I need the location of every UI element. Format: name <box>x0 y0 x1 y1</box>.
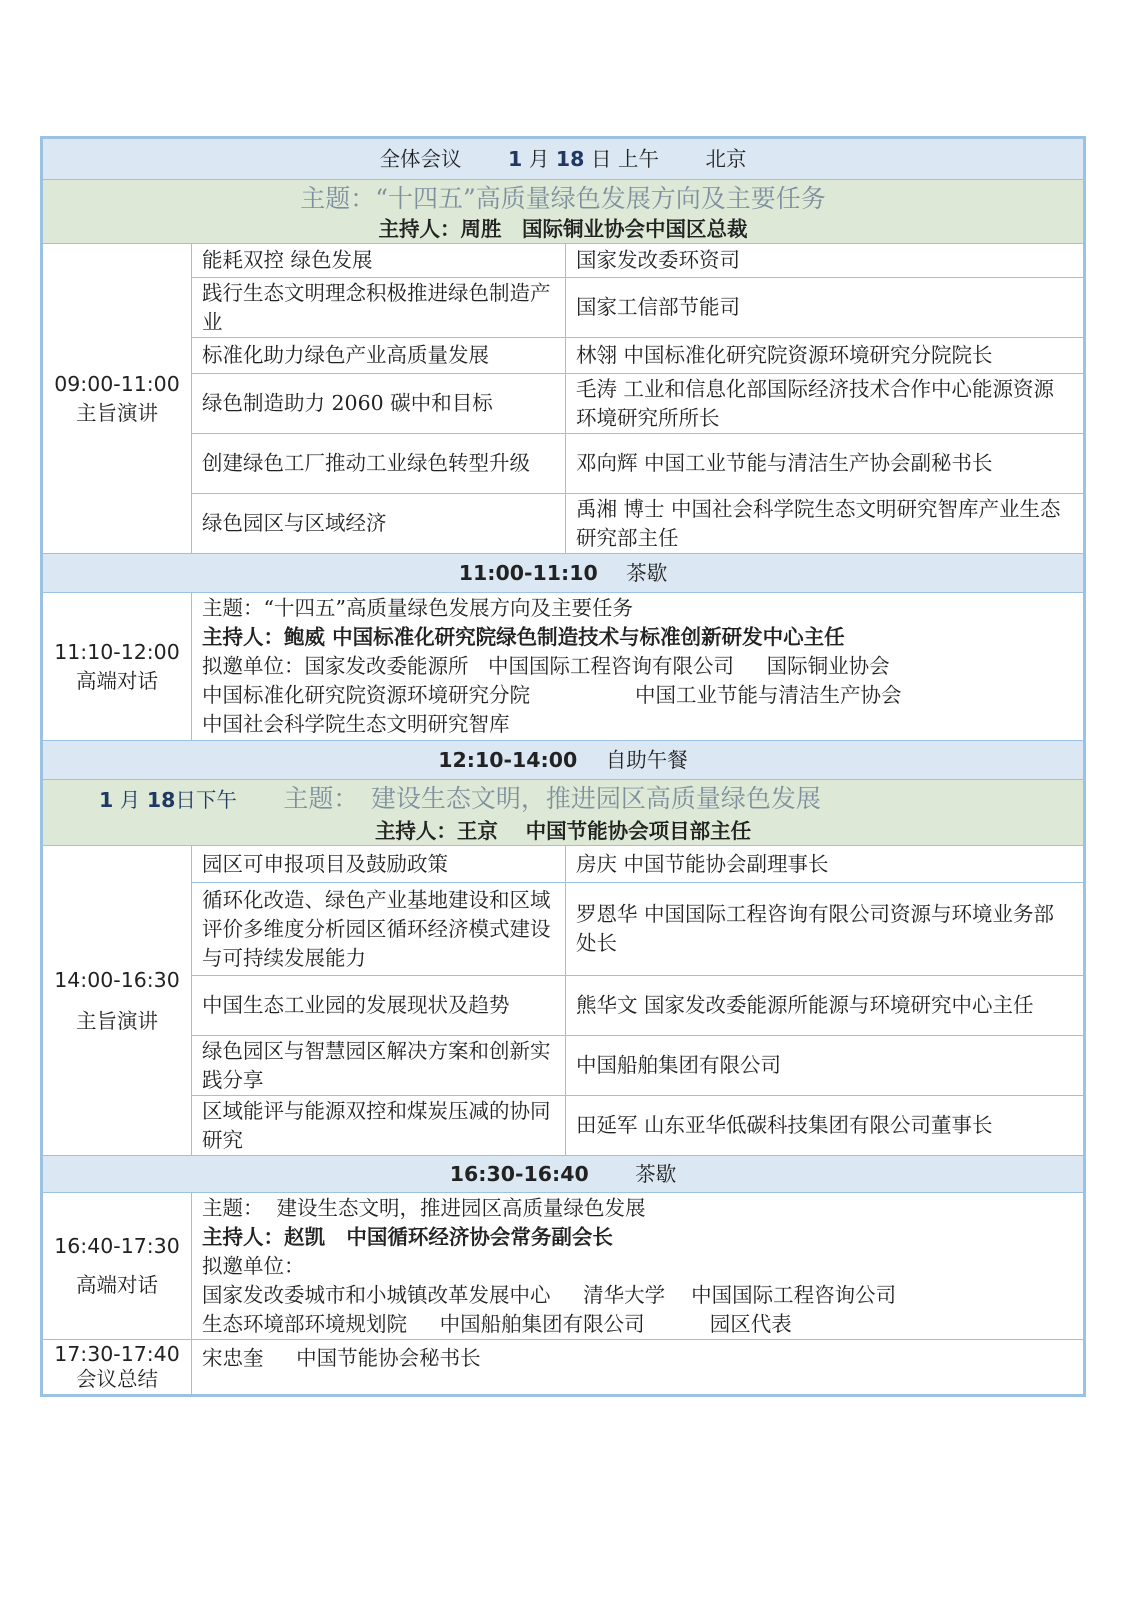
afternoon-dialogue-time: 16:40-17:30 <box>54 1234 180 1258</box>
afternoon-talk-row <box>42 976 1085 1036</box>
afternoon-talk-row <box>42 1036 1085 1096</box>
lunch-row <box>42 741 1085 780</box>
afternoon-dialogue-row <box>42 1193 1085 1340</box>
morning-talk-row <box>42 244 1085 278</box>
afternoon-tea-label: 茶歇 <box>635 1161 677 1186</box>
morning-tea-time: 11:00-11:10 <box>458 560 598 585</box>
morning-dialogue-time: 11:10-12:00 <box>54 639 180 664</box>
morning-dialogue-orgs-1: 拟邀单位：国家发改委能源所 中国国际工程咨询有限公司 国际铜业协会 <box>202 654 890 678</box>
afternoon-date-day-num: 18 <box>146 788 176 812</box>
afternoon-talk-row <box>42 1096 1085 1156</box>
morning-tea-row <box>42 554 1085 593</box>
talk-topic: 园区可申报项目及鼓励政策 <box>192 846 566 883</box>
afternoon-talk-row <box>42 883 1085 976</box>
talk-topic: 绿色园区与智慧园区解决方案和创新实践分享 <box>192 1036 566 1096</box>
talk-topic: 创建绿色工厂推动工业绿色转型升级 <box>192 434 566 494</box>
talk-topic: 循环化改造、绿色产业基地建设和区域评价多维度分析园区循环经济模式建设与可持续发展能力 <box>192 883 566 976</box>
talk-speaker: 田延军 山东亚华低碳科技集团有限公司董事长 <box>566 1096 1085 1156</box>
plenary-month: 月 <box>528 146 550 171</box>
morning-dialogue-theme: 主题：“十四五”高质量绿色发展方向及主要任务 <box>202 596 633 620</box>
summary-label: 会议总结 <box>76 1367 158 1391</box>
morning-dialogue-body <box>192 593 1085 741</box>
talk-speaker: 中国船舶集团有限公司 <box>566 1036 1085 1096</box>
morning-dialogue-orgs-2: 中国标准化研究院资源环境研究分院 <box>202 683 530 707</box>
afternoon-host: 主持人：王京 中国节能协会项目部主任 <box>374 819 752 843</box>
summary-speaker: 宋忠奎 中国节能协会秘书长 <box>192 1340 1085 1396</box>
talk-speaker: 邓向辉 中国工业节能与清洁生产协会副秘书长 <box>566 434 1085 494</box>
talk-topic: 区域能评与能源双控和煤炭压减的协同研究 <box>192 1096 566 1156</box>
morning-talk-row <box>42 338 1085 374</box>
talk-speaker: 国家工信部节能司 <box>566 278 1085 338</box>
afternoon-tea-time: 16:30-16:40 <box>449 1161 589 1186</box>
afternoon-dialogue-orgs-2: 生态环境部环境规划院 中国船舶集团有限公司 园区代表 <box>202 1311 792 1336</box>
afternoon-dialogue-orgs-intro: 拟邀单位： <box>202 1253 305 1278</box>
morning-talk-row <box>42 434 1085 494</box>
talk-topic: 绿色制造助力 2060 碳中和目标 <box>192 374 566 434</box>
morning-dialogue-label: 高端对话 <box>76 668 158 693</box>
talk-topic: 标准化助力绿色产业高质量发展 <box>192 338 566 374</box>
afternoon-dialogue-orgs-1: 国家发改委城市和小城镇改革发展中心 清华大学 中国国际工程咨询公司 <box>202 1282 897 1307</box>
afternoon-theme-row <box>42 780 1085 846</box>
morning-talk-row <box>42 278 1085 338</box>
summary-row <box>42 1340 1085 1396</box>
talk-speaker: 熊华文 国家发改委能源所能源与环境研究中心主任 <box>566 976 1085 1036</box>
plenary-period: 上午 <box>617 146 659 171</box>
morning-theme: 主题：“十四五”高质量绿色发展方向及主要任务 <box>300 183 826 213</box>
morning-dialogue-orgs-2b: 中国工业节能与清洁生产协会 <box>635 683 902 707</box>
summary-time-cell <box>42 1340 192 1396</box>
afternoon-date-suffix: 日下午 <box>175 788 237 812</box>
morning-dialogue-time-cell <box>42 593 192 741</box>
morning-talk-row <box>42 494 1085 554</box>
afternoon-dialogue-time-cell <box>42 1193 192 1340</box>
plenary-day: 18 <box>555 146 585 171</box>
talk-topic: 能耗双控 绿色发展 <box>192 244 566 278</box>
talk-speaker: 国家发改委环资司 <box>566 244 1085 278</box>
afternoon-dialogue-label: 高端对话 <box>76 1273 158 1297</box>
talk-speaker: 罗恩华 中国国际工程咨询有限公司资源与环境业务部处长 <box>566 883 1085 976</box>
afternoon-keynote-time-cell <box>42 846 192 1156</box>
lunch-time: 12:10-14:00 <box>438 747 578 772</box>
morning-dialogue-host: 主持人：鲍威 中国标准化研究院绿色制造技术与标准创新研发中心主任 <box>202 625 845 649</box>
afternoon-tea-row <box>42 1156 1085 1193</box>
afternoon-theme: 主题： 建设生态文明，推进园区高质量绿色发展 <box>283 784 821 813</box>
morning-dialogue-row <box>42 593 1085 741</box>
afternoon-theme-line <box>53 781 1073 818</box>
talk-speaker: 林翎 中国标准化研究院资源环境研究分院院长 <box>566 338 1085 374</box>
morning-theme-row <box>42 180 1085 244</box>
talk-topic: 绿色园区与区域经济 <box>192 494 566 554</box>
agenda-table <box>40 136 1086 1397</box>
plenary-header-row <box>42 138 1085 180</box>
morning-keynote-time-cell <box>42 244 192 554</box>
morning-dialogue-orgs-2-line <box>202 681 1073 710</box>
plenary-header <box>42 138 1085 180</box>
morning-dialogue-orgs-3: 中国社会科学院生态文明研究智库 <box>202 712 510 736</box>
lunch-label: 自助午餐 <box>605 747 688 772</box>
afternoon-date-month: 月 <box>119 788 141 812</box>
talk-topic: 中国生态工业园的发展现状及趋势 <box>192 976 566 1036</box>
plenary-city: 北京 <box>705 146 747 171</box>
afternoon-dialogue-host: 主持人：赵凯 中国循环经济协会常务副会长 <box>202 1224 613 1249</box>
talk-topic: 践行生态文明理念积极推进绿色制造产业 <box>192 278 566 338</box>
afternoon-date-month-num: 1 <box>99 788 114 812</box>
talk-speaker: 禹湘 博士 中国社会科学院生态文明研究智库产业生态研究部主任 <box>566 494 1085 554</box>
afternoon-keynote-time: 14:00-16:30 <box>54 967 180 992</box>
afternoon-dialogue-body <box>192 1193 1085 1340</box>
afternoon-talk-row <box>42 846 1085 883</box>
talk-speaker: 房庆 中国节能协会副理事长 <box>566 846 1085 883</box>
afternoon-keynote-label: 主旨演讲 <box>76 1008 158 1033</box>
morning-keynote-time: 09:00-11:00 <box>54 371 180 396</box>
morning-keynote-label: 主旨演讲 <box>76 400 158 425</box>
plenary-title: 全体会议 <box>379 146 462 171</box>
afternoon-dialogue-theme: 主题： 建设生态文明，推进园区高质量绿色发展 <box>202 1195 646 1220</box>
plenary-day-suffix: 日 <box>590 146 612 171</box>
morning-tea-label: 茶歇 <box>626 560 668 585</box>
plenary-date: 1 <box>508 146 523 171</box>
morning-talk-row <box>42 374 1085 434</box>
morning-host: 主持人：周胜 国际铜业协会中国区总裁 <box>378 216 748 241</box>
summary-time: 17:30-17:40 <box>54 1342 180 1366</box>
talk-speaker: 毛涛 工业和信息化部国际经济技术合作中心能源资源环境研究所所长 <box>566 374 1085 434</box>
